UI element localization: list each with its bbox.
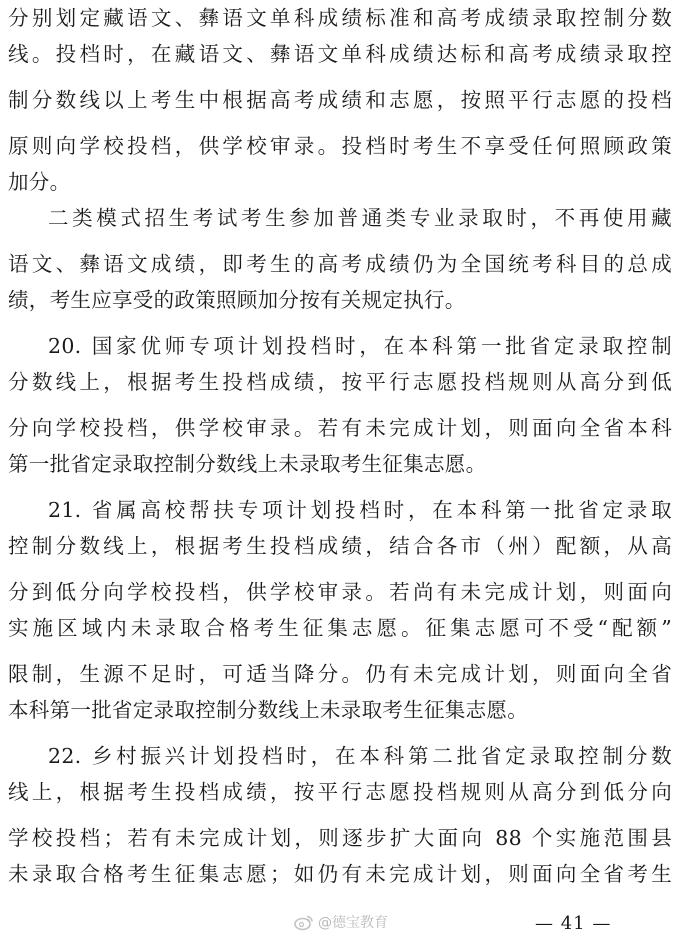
text-line-9: 20. 国家优师专项计划投档时，在本科第一批省定录取控制	[48, 334, 672, 358]
text-line-10: 分数线上，根据考生投档成绩，按平行志愿投档规则从高分到低	[8, 370, 672, 394]
text-line-20: 线上，根据考生投档成绩，按平行志愿投档规则从高分到低分向	[8, 780, 672, 804]
text-line-2: 线。投档时，在藏语文、彝语文单科成绩达标和高考成绩录取控	[8, 42, 672, 66]
text-line-8: 绩，考生应享受的政策照顾加分按有关规定执行。	[8, 288, 466, 312]
weibo-watermark	[294, 910, 388, 934]
text-line-11: 分向学校投档，供学校审录。若有未完成计划，则面向全省本科	[8, 416, 672, 440]
watermark-text: @德宝教育	[318, 915, 388, 931]
text-line-12: 第一批省定录取控制分数线上未录取考生征集志愿。	[8, 452, 487, 476]
text-line-21: 学校投档；若有未完成计划，则逐步扩大面向 88 个实施范围县	[8, 826, 672, 850]
text-line-16: 实施区域内未录取合格考生征集志愿。征集志愿可不受“配额”	[8, 616, 672, 640]
weibo-logo-icon	[294, 913, 314, 931]
text-line-6: 二类模式招生考试考生参加普通类专业录取时，不再使用藏	[48, 206, 672, 230]
text-line-19: 22. 乡村振兴计划投档时，在本科第二批省定录取控制分数	[48, 744, 672, 768]
text-line-3: 制分数线以上考生中根据高考成绩和志愿，按照平行志愿的投档	[8, 88, 672, 112]
text-line-1: 分别划定藏语文、彝语文单科成绩标准和高考成绩录取控制分数	[8, 6, 672, 30]
text-line-13: 21. 省属高校帮扶专项计划投档时，在本科第一批省定录取	[48, 498, 672, 522]
text-line-18: 本科第一批省定录取控制分数线上未录取考生征集志愿。	[8, 698, 528, 722]
text-line-7: 语文、彝语文成绩，即考生的高考成绩仍为全国统考科目的总成	[8, 252, 672, 276]
text-line-22: 未录取合格考生征集志愿；如仍有未完成计划，则面向全省考生	[8, 862, 672, 886]
text-line-5: 加分。	[8, 170, 71, 194]
page-number: — 41 —	[535, 913, 612, 934]
text-line-15: 分到低分向学校投档，供学校审录。若尚有未完成计划，则面向	[8, 580, 672, 604]
text-line-14: 控制分数线上，根据考生投档成绩，结合各市（州）配额，从高	[8, 534, 672, 558]
text-line-17: 限制，生源不足时，可适当降分。仍有未完成计划，则面向全省	[8, 662, 672, 686]
text-line-4: 原则向学校投档，供学校审录。投档时考生不享受任何照顾政策	[8, 134, 672, 158]
